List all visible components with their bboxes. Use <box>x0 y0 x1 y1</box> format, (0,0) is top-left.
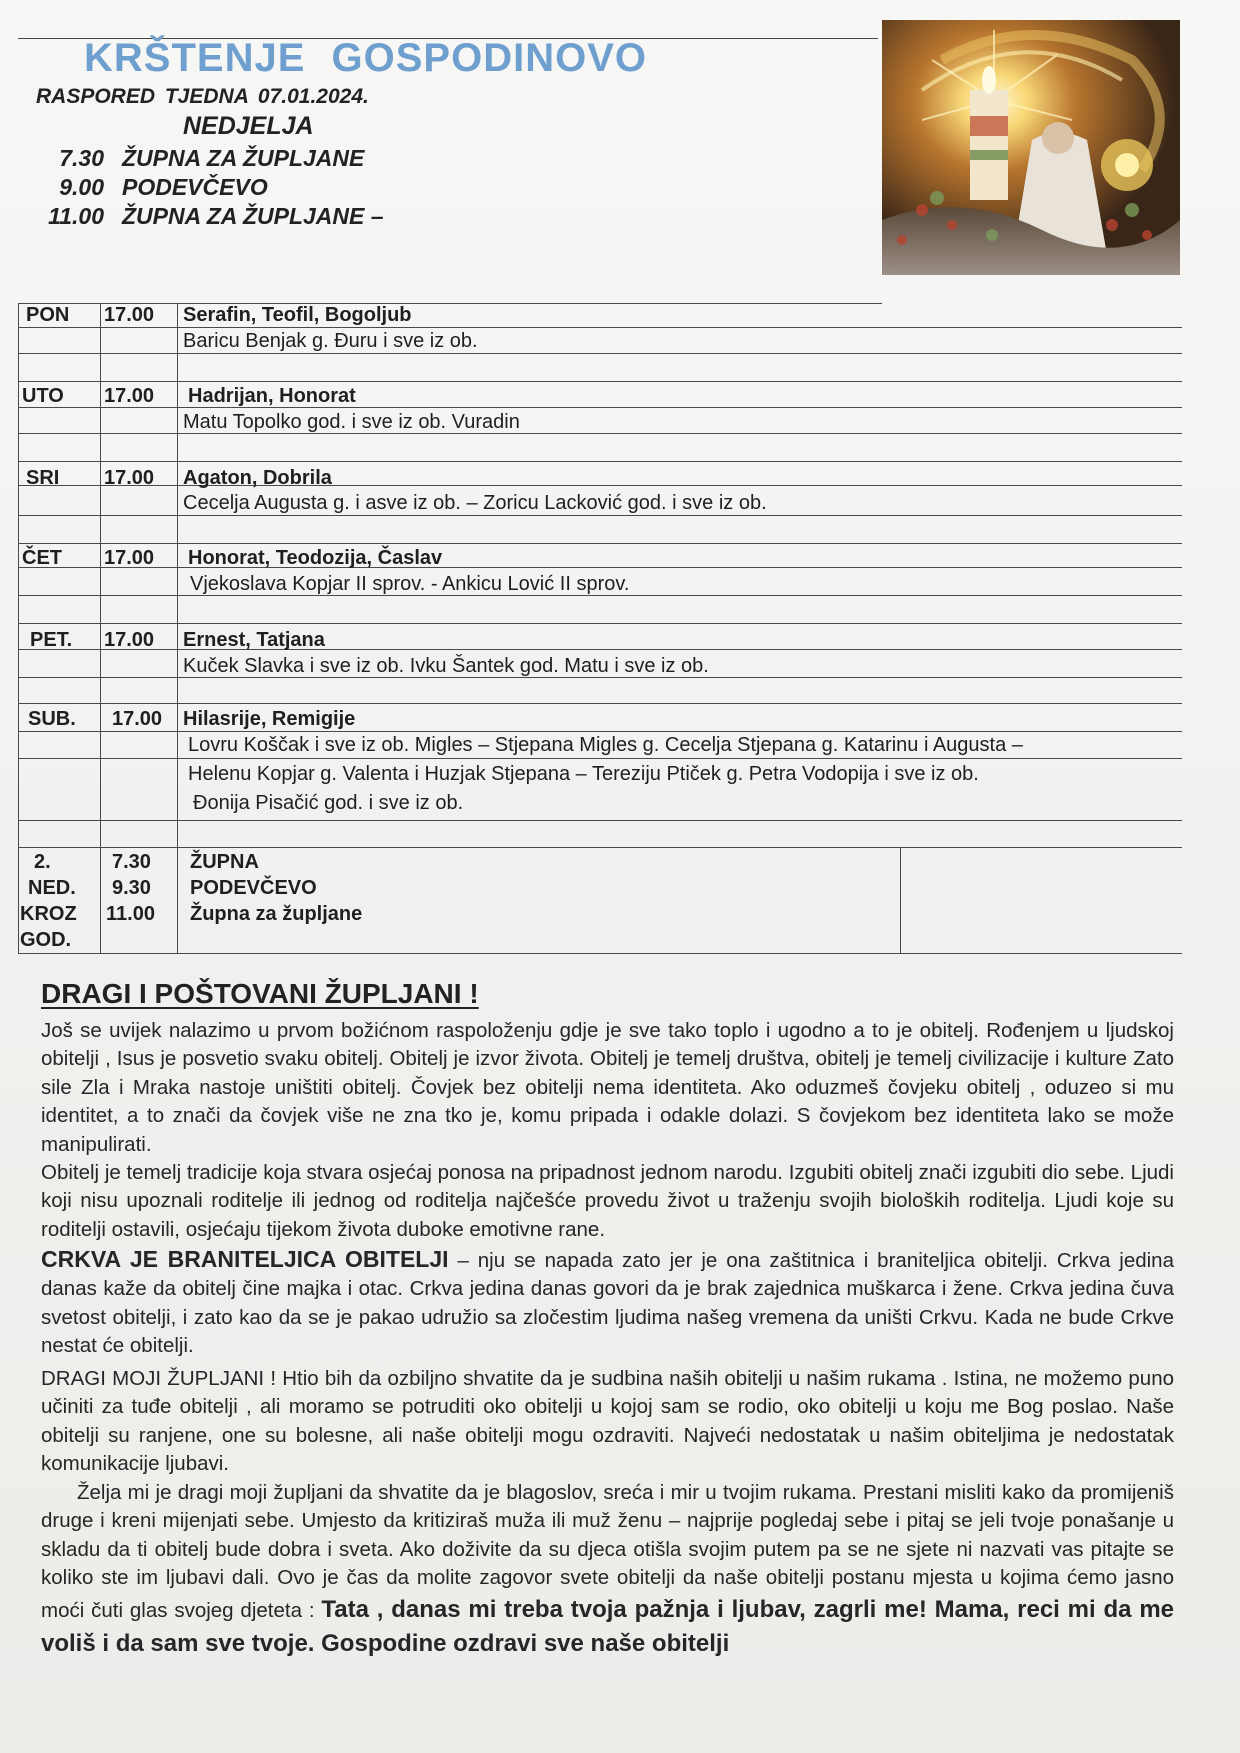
table-rule <box>18 461 1182 462</box>
table-rule <box>18 543 1182 544</box>
next-sunday-label: 2. <box>34 851 51 873</box>
saints-names: Hilasrije, Remigije <box>183 708 356 730</box>
mass-time: 17.00 <box>104 304 155 326</box>
weekly-schedule-table <box>18 303 1182 953</box>
day-label: PET. <box>30 629 73 651</box>
table-rule <box>18 353 1182 354</box>
day-label: SRI <box>26 467 60 489</box>
saints-names: Serafin, Teofil, Bogoljub <box>183 304 412 326</box>
letter-paragraph: Još se uvijek nalazimo u prvom božićnom raspoloženju gdje je sve tako toplo i ugodno a to je obitelj. Rođenjem u ljudskoj obitelji , Isus je posvetio svaku obitelj. Obitelj je izvor života. Obitelj je temelj društva, obitelj je temelj civilizacije i kulture Zato sile Zla i Mraka nastoje uništiti obitelj. Čovjek bez obitelji nema identiteta. Ako oduzmeš čovjeku obitelj , oduzeo si mu identitet, a to znači da čovjek više ne zna tko je, komu pripada i odakle dolazi. S čovjekom bez identiteta lako se može manipulirati. <box>41 1019 1174 1156</box>
nativity-candle-icon <box>882 20 1180 275</box>
mass-time: 17.00 <box>104 467 155 489</box>
letter-paragraph <box>41 1479 1174 1661</box>
letter-emphasis: CRKVA JE BRANITELJICA OBITELJI <box>41 1246 449 1272</box>
mass-text: Župna za župljane <box>190 903 363 925</box>
mass-time: 7.30 <box>112 851 151 873</box>
table-rule <box>18 515 1182 516</box>
mass-time: 17.00 <box>104 629 155 651</box>
table-rule <box>18 953 1182 954</box>
next-sunday-label: KROZ <box>20 903 77 925</box>
table-rule <box>18 847 1182 848</box>
mass-time: 11.00 <box>48 203 104 229</box>
sunday-mass <box>20 203 384 230</box>
letter-paragraph <box>41 1245 1174 1361</box>
mass-time: 11.00 <box>106 903 155 925</box>
week-subtitle: RASPORED TJEDNA 07.01.2024. <box>36 85 369 108</box>
mass-intention: Baricu Benjak g. Đuru i sve iz ob. <box>183 330 478 352</box>
mass-time: 9.30 <box>112 877 151 899</box>
sunday-mass <box>20 145 364 172</box>
page-title: KRŠTENJE GOSPODINOVO <box>84 36 647 80</box>
next-sunday-label: GOD. <box>20 929 72 951</box>
mass-text: PODEVČEVO <box>122 174 268 200</box>
nativity-candle-illustration <box>882 20 1180 275</box>
letter-text: – nju se napada zato jer je ona zaštitnica i braniteljica obitelji. Crkva jedina danas kaže da obitelj čine majka i otac. Crkva jedina danas govori da je brak zajednica muškarca i žene. Crkva jedina čuva svetost obitelji, i zato kao da se je pakao udružio sa zločestim ljudima našeg vremena da uništi Crkvu. Kada ne bude Crkve nestat će obitelji. <box>41 1249 1174 1358</box>
letter-emphasis: Tata , danas mi treba tvoja pažnja i ljubav, zagrli me! Mama, reci mi da me voliš i da sam sve tvoje. Gospodine ozdravi sve naše obitelji <box>41 1595 1175 1657</box>
letter-paragraph: DRAGI MOJI ŽUPLJANI ! Htio bih da ozbiljno shvatite da je sudbina naših obitelji u našim rukama . Istina, ne možemo puno učiniti za tuđe obitelji , ali moramo se potruditi oko obitelji u kojoj sam se rodio, oko obitelji u koju me Bog poslao. Naše obitelji su ranjene, one su bolesne, ali naše obitelji mogu ozdraviti. Najveći nedostatak u našim obiteljima je nedostatak komunikacije ljubavi. <box>41 1367 1174 1476</box>
sunday-label: NEDJELJA <box>183 112 314 140</box>
saints-names: Honorat, Teodozija, Časlav <box>188 547 443 569</box>
mass-text: ŽUPNA ZA ŽUPLJANE <box>122 145 365 171</box>
mass-time: 17.00 <box>112 708 163 730</box>
letter-text: Želja mi je dragi moji župljani da shvatite da je blagoslov, sreća i mir u tvojim rukama. Prestani misliti kako da promijeniš druge i kreni mijenjati sebe. Umjesto da kritiziraš muža ili muž ženu – najprije pogledaj sebe i pitaj se jeli tvoje ponašanje u skladu da ti obitelj bude dobra i sveta. Ako doživite da su djeca otišla svojim putem pa se ne sjete ni nazvati vas pitajte se koliko ste im ljubavi dali. Ovo je čas da molite zagovor svete obitelji da naše obitelji postanu mjesta u kojima ćemo jasno moći čuti glas svojeg djeteta : <box>41 1481 1174 1622</box>
day-label: PON <box>26 304 70 326</box>
saints-names: Ernest, Tatjana <box>183 629 325 651</box>
table-rule <box>18 623 1182 624</box>
mass-intention: Helenu Kopjar g. Valenta i Huzjak Stjepana – Tereziju Ptiček g. Petra Vodopija i sve iz ob. <box>188 763 979 785</box>
saints-names: Agaton, Dobrila <box>183 467 332 489</box>
mass-intention: Lovru Koščak i sve iz ob. Migles – Stjepana Migles g. Cecelja Stjepana g. Katarinu i Augusta – <box>188 734 1023 756</box>
day-label: UTO <box>22 385 64 407</box>
mass-time: 7.30 <box>59 145 104 171</box>
mass-intention: Đonija Pisačić god. i sve iz ob. <box>193 792 464 814</box>
table-rule <box>18 703 1182 704</box>
mass-text: ŽUPNA <box>190 851 259 873</box>
table-rule <box>18 381 1182 382</box>
mass-intention: Kuček Slavka i sve iz ob. Ivku Šantek god. Matu i sve iz ob. <box>183 655 709 677</box>
letter-paragraph: Obitelj je temelj tradicije koja stvara osjećaj ponosa na pripadnost jednom narodu. Izgubiti obitelj znači izgubiti dio sebe. Ljudi koji nisu upoznali roditelje ili jednog od roditelja najčešće provedu život u traženju svojih bioloških roditelja. Ljudi koje su roditelji ostavili, osjećaju tijekom života duboke emotivne rane. <box>41 1161 1174 1241</box>
day-label: ČET <box>22 547 62 569</box>
mass-intention: Matu Topolko god. i sve iz ob. Vuradin <box>183 411 520 433</box>
table-rule <box>900 847 901 953</box>
table-rule <box>177 303 178 953</box>
sunday-mass <box>20 174 268 201</box>
mass-time: 17.00 <box>104 385 155 407</box>
table-rule <box>18 731 1182 732</box>
mass-time: 9.00 <box>59 174 104 200</box>
table-rule <box>18 820 1182 821</box>
next-sunday-label: NED. <box>28 877 76 899</box>
mass-text: PODEVČEVO <box>190 877 317 899</box>
mass-intention: Vjekoslava Kopjar II sprov. - Ankicu Lović II sprov. <box>190 573 630 595</box>
mass-text: ŽUPNA ZA ŽUPLJANE – <box>122 203 384 229</box>
table-rule <box>18 327 1182 328</box>
table-rule <box>18 758 1182 759</box>
table-rule <box>100 303 101 953</box>
mass-time: 17.00 <box>104 547 155 569</box>
day-label: SUB. <box>28 708 76 730</box>
saints-names: Hadrijan, Honorat <box>188 385 356 407</box>
letter-title: DRAGI I POŠTOVANI ŽUPLJANI ! <box>41 978 479 1009</box>
table-rule <box>18 303 19 953</box>
mass-intention: Cecelja Augusta g. i asve iz ob. – Zoricu Lacković god. i sve iz ob. <box>183 492 767 514</box>
